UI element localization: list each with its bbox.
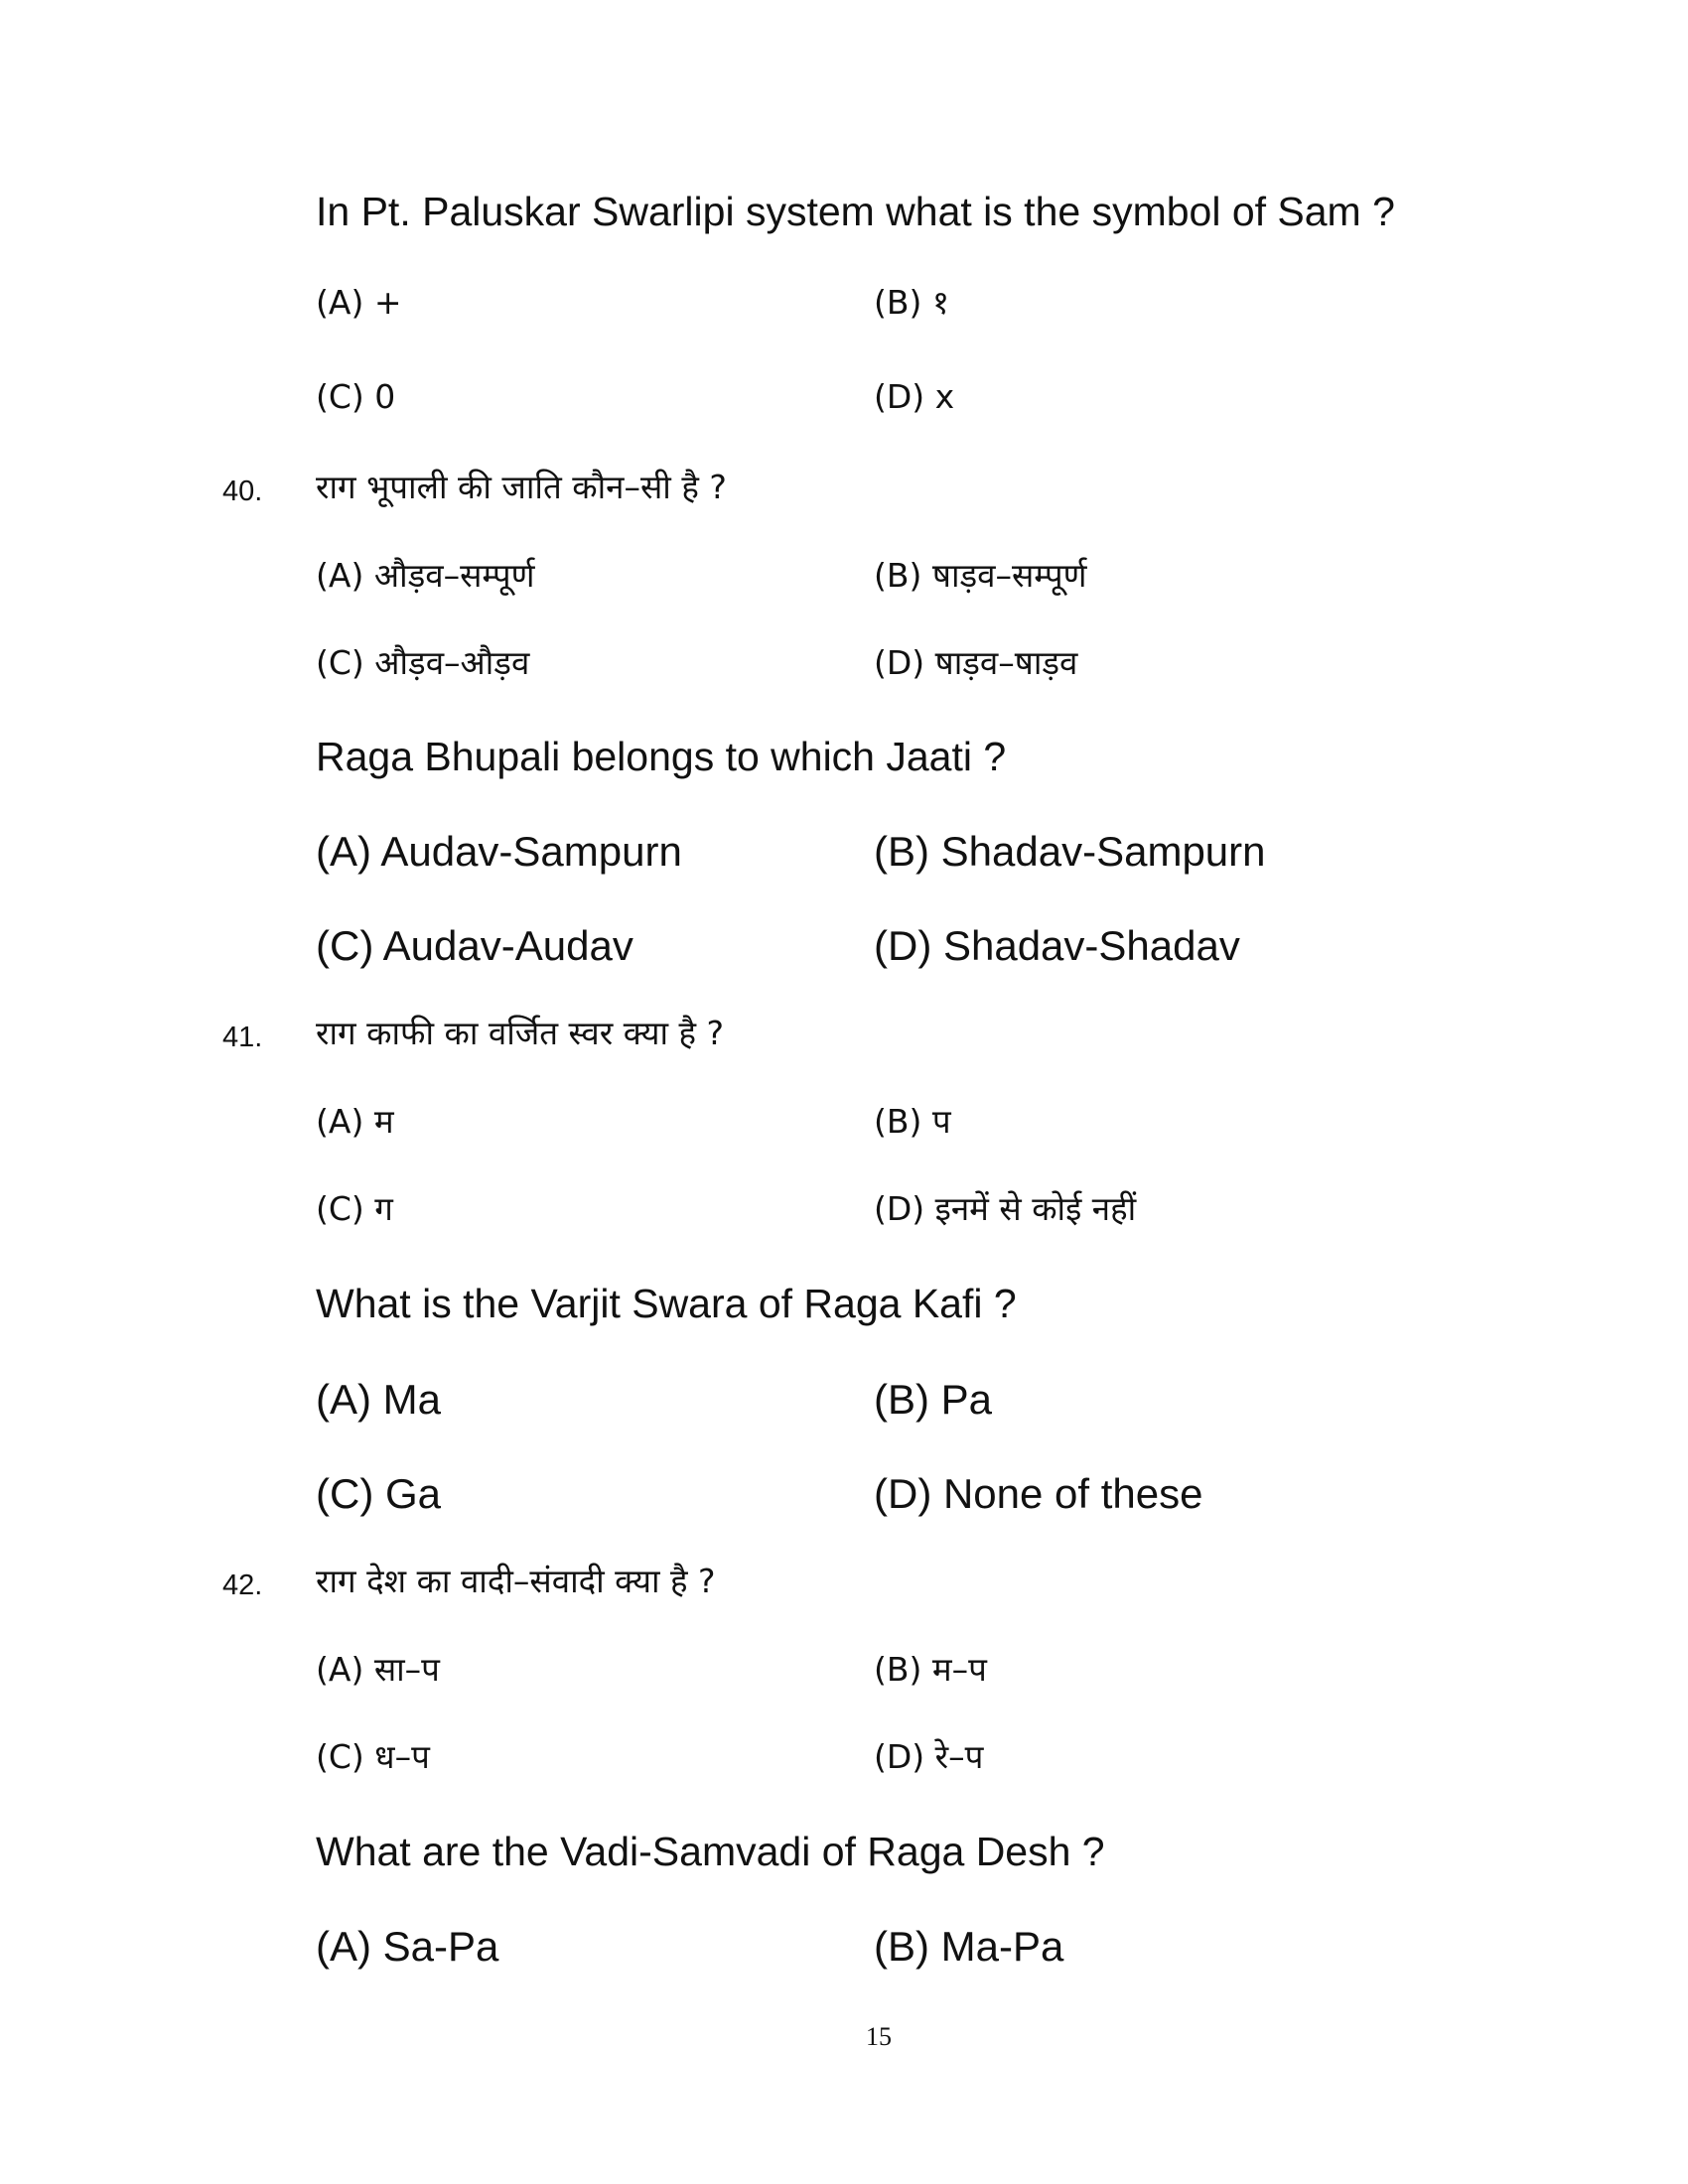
q42-hi-option-a: (A) सा–प [316,1650,440,1689]
q42-hi-option-d: (D) रे–प [874,1737,984,1776]
q40-en-option-a: (A) Audav-Sampurn [316,828,682,875]
q40-en-question: Raga Bhupali belongs to which Jaati ? [316,734,1007,779]
q42-number: 42. [222,1570,263,1601]
q39-en-option-c: (C) 0 [316,377,396,416]
q40-hi-option-c: (C) औड़व–औड़व [316,643,530,682]
q41-hi-option-c: (C) ग [316,1189,393,1228]
q39-en-question: In Pt. Paluskar Swarlipi system what is the symbol of Sam ? [316,189,1395,234]
q40-hi-option-a: (A) औड़व–सम्पूर्ण [316,556,535,595]
q40-en-option-c: (C) Audav-Audav [316,922,633,969]
q39-en-option-b: (B) १ [874,283,950,322]
q41-number: 41. [222,1022,263,1053]
q41-en-option-b: (B) Pa [874,1376,993,1423]
q42-hi-option-b: (B) म–प [874,1650,987,1689]
q40-en-option-d: (D) Shadav-Shadav [874,922,1240,969]
q42-hi-question: राग देश का वादी–संवादी क्या है ? [316,1562,716,1600]
q42-en-question: What are the Vadi-Samvadi of Raga Desh ? [316,1829,1105,1874]
q40-hi-question: राग भूपाली की जाति कौन–सी है ? [316,468,727,506]
page-number: 15 [866,2022,892,2051]
q41-hi-option-b: (B) प [874,1102,951,1141]
q41-en-option-a: (A) Ma [316,1376,441,1423]
q42-en-option-b: (B) Ma-Pa [874,1923,1064,1970]
q40-number: 40. [222,476,263,507]
q40-hi-option-b: (B) षाड़व–सम्पूर्ण [874,556,1087,595]
q40-en-option-b: (B) Shadav-Sampurn [874,828,1266,875]
q41-hi-question: राग काफी का वर्जित स्वर क्या है ? [316,1014,725,1052]
q42-en-option-a: (A) Sa-Pa [316,1923,499,1970]
q39-en-option-d: (D) x [874,377,955,416]
q41-hi-option-d: (D) इनमें से कोई नहीं [874,1189,1137,1228]
q40-hi-option-d: (D) षाड़व–षाड़व [874,643,1078,682]
q41-en-option-d: (D) None of these [874,1470,1203,1517]
q42-hi-option-c: (C) ध–प [316,1737,430,1776]
q39-en-option-a: (A) + [316,283,402,322]
q41-en-question: What is the Varjit Swara of Raga Kafi ? [316,1281,1017,1326]
q41-hi-option-a: (A) म [316,1102,394,1141]
q41-en-option-c: (C) Ga [316,1470,441,1517]
